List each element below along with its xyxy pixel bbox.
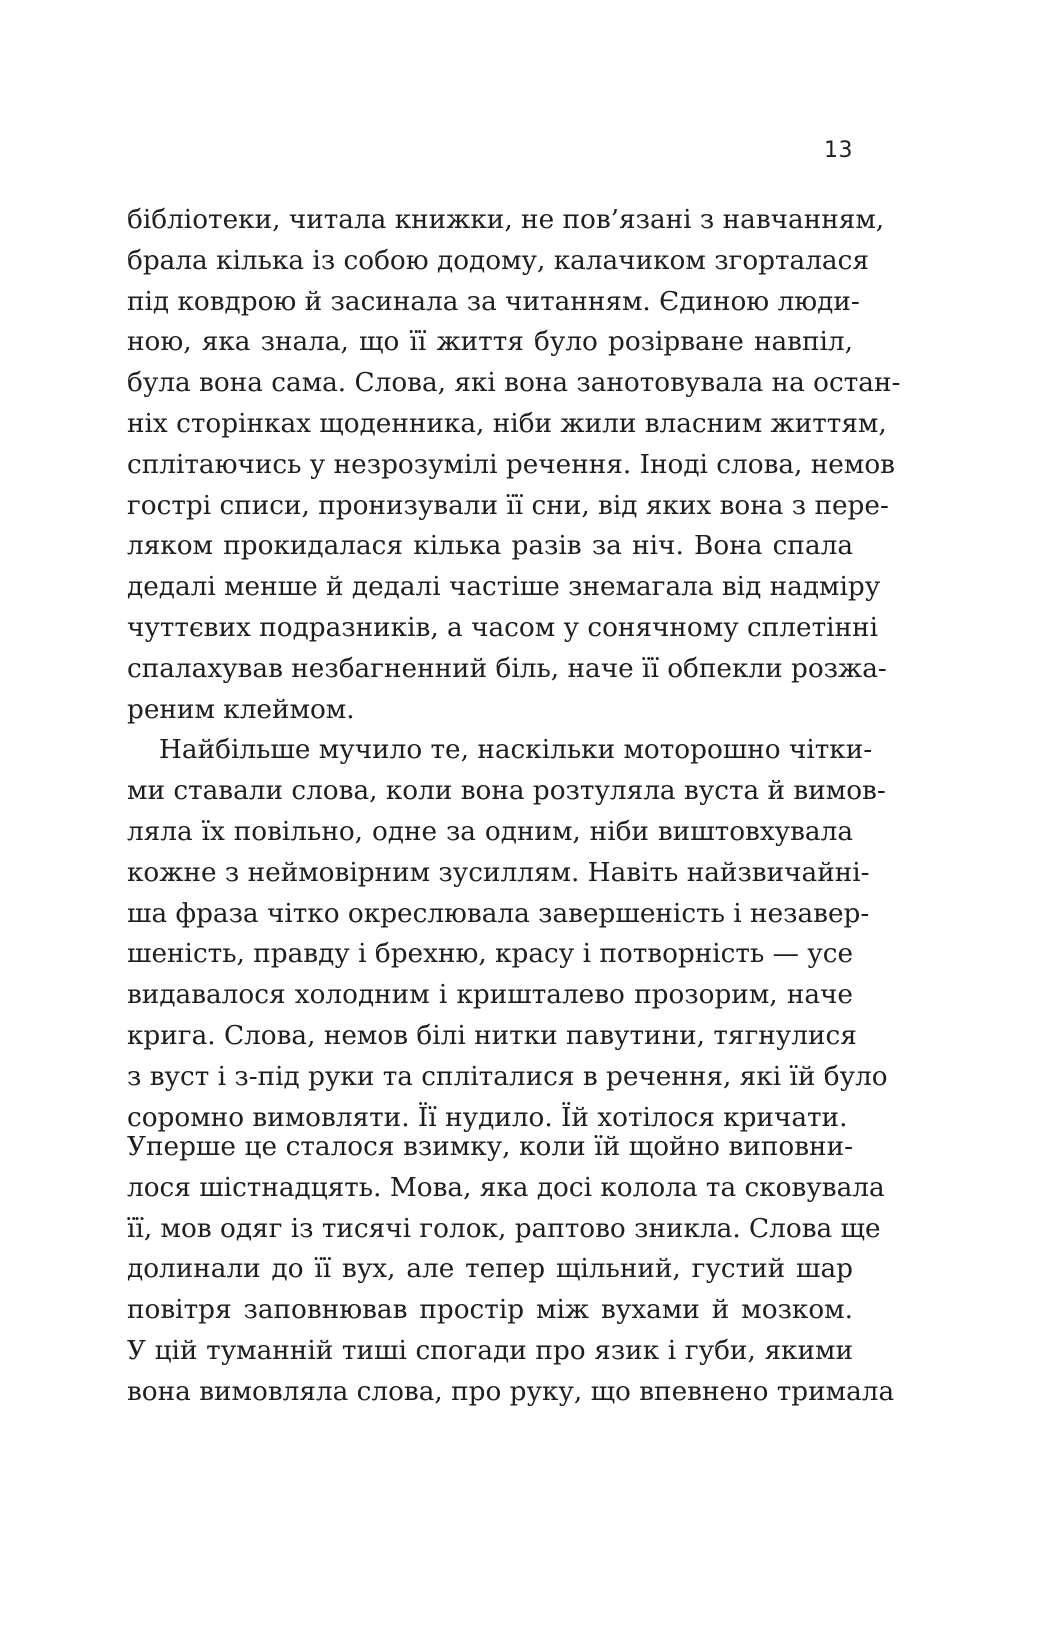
text-line: з вуст і з-під руки та сплiталися в речення, які їй було [127, 1061, 888, 1092]
text-line: ною, яка знала, що її життя було розірване навпіл, [127, 327, 853, 358]
text-line: шеність, правду і брехню, красу і потворність — усе [127, 939, 854, 970]
text-line: повітря заповнював простір між вухами й мозком. [127, 1295, 853, 1326]
text-line: долинали до її вух, але тепер щільний, густий шар [127, 1254, 853, 1285]
text-line: ляла їх повільно, одне за одним, ніби виштовхувала [127, 816, 853, 847]
text-section-1 [127, 200, 901, 1138]
text-line: була вона сама. Слова, які вона занотовувала на остан- [127, 368, 901, 399]
text-line: реним клеймом. [127, 694, 355, 725]
text-line: кожне з неймовірним зусиллям. Навіть найзвичайні- [127, 857, 870, 888]
text-line: дедалі менше й дедалі частіше знемагала від надміру [127, 572, 881, 603]
text-line: спалахував незбагненний біль, наче її обпекли розжа- [127, 653, 887, 684]
text-line: соромно вимовляти. Її нудило. Їй хотілося кричати. [127, 1102, 848, 1133]
text-line: крига. Слова, немов білі нитки павутини, тягнулися [127, 1020, 857, 1051]
text-line: ляком прокидалася кілька разів за ніч. Вона спала [127, 531, 853, 562]
text-line: вона вимовляла слова, про руку, що впевнено тримала [127, 1376, 895, 1407]
text-line: її, мов одяг із тисячі голок, раптово зникла. Слова ще [127, 1213, 881, 1244]
text-section-2 [127, 1127, 895, 1413]
text-line: чуттєвих подразників, а часом у сонячному сплетінні [127, 612, 878, 643]
text-line: лося шістнадцять. Мова, яка досі колола та сковувала [127, 1172, 885, 1203]
text-line: видавалося холодним і кришталево прозорим, наче [127, 980, 853, 1011]
text-line: ми ставали слова, коли вона розтуляла вуста й вимов- [127, 776, 886, 807]
text-line: брала кілька із собою додому, калачиком згорталася [127, 245, 869, 276]
text-line: ніх сторінках щоденника, ніби жили власним життям, [127, 408, 887, 439]
text-line: У цій туманній тиші спогади про язик і губи, якими [127, 1335, 853, 1366]
text-line: сплітаючись у незрозумілі речення. Іноді слова, немов [127, 449, 895, 480]
text-line: Найбільше мучило те, наскільки моторошно чітки- [159, 735, 873, 766]
page-number: 13 [824, 138, 853, 163]
text-line: бібліотеки, читала книжки, не пов’язані з навчанням, [127, 205, 885, 235]
text-line: ша фраза чітко окреслювала завершеність і незавер- [127, 898, 870, 929]
text-line: під ковдрою й засинала за читанням. Єдиною люди- [127, 286, 860, 317]
text-line: гострі списи, пронизували її сни, від яких вона з пере- [127, 490, 889, 521]
text-line: Уперше це сталося взимку, коли їй щойно виповни- [127, 1132, 853, 1162]
